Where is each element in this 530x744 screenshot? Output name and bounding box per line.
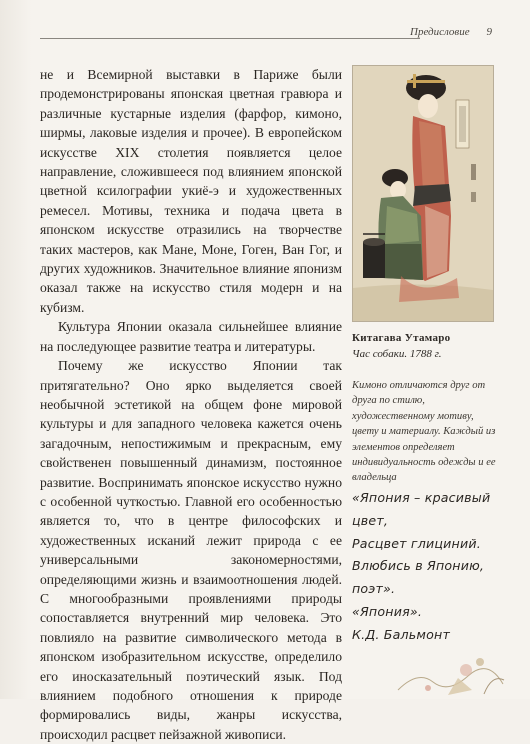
quote-line: Расцвет глициний.: [352, 535, 481, 551]
quote-line: цвет,: [352, 512, 389, 528]
decorative-sketch: [388, 640, 508, 699]
paragraph-1: не и Всемирной выставки в Париже были продемонстрированы японская цветная гравюра и различные кустарные изделия (фарфор, кимоно, ширмы, лаковые изделия и прочее). В европейском искусстве XIX столетия появляется целое направление, сложившееся под влиянием японской цветной ксилографии укиё-э и художественных ремесел. Мотивы, техника и подача цвета в японском искусстве отразились на творчестве таких мастеров, как Мане, Моне, Гоген, Ван Гог, и других художников. Значительное влияние японизм оказал также на искусство стиля модерн и на кубизм.: [40, 67, 342, 315]
section-title: Предисловие: [410, 26, 470, 38]
header-rule: [40, 38, 420, 39]
quote-author: К.Д. Бальмонт: [352, 626, 450, 642]
quote-line: «Япония – красивый: [352, 490, 491, 505]
artwork-title: Час собаки. 1788 г.: [352, 348, 442, 360]
paragraph-2: Культура Японии оказала сильнейшее влияние на последующее развитие театра и литературы.: [40, 319, 342, 354]
quote-line: поэт».: [352, 581, 396, 597]
quote-line: «Япония».: [352, 603, 423, 619]
artist-name: Китагава Утамаро: [352, 332, 451, 344]
ukiyo-e-illustration: [352, 65, 494, 322]
kimono-note: Кимоно отличаются друг от друга по стилю, художественному мотиву, цвету и материалу. Каждый из элементов определяет индивидуальность одежды и ее владельца: [352, 380, 496, 484]
running-head: [410, 24, 492, 42]
quote-line: Влюбись в Японию,: [352, 558, 485, 574]
balmont-quote: [352, 487, 507, 647]
main-text-column: [40, 65, 342, 744]
page-number: 9: [486, 26, 492, 38]
paragraph-3: Почему же искусство Японии так притягательно? Оно ярко выделяется своей необычной эстетикой на общем фоне мировой культуры и для западного человека кажется очень загадочным, непостижимым и прекрасным, ему свойственен повышенный динамизм, постоянное развитие. Воспринимать японское искусство нужно с особенной чуткостью. Главной его особенностью является то, что в центре философских и художественных исканий лежит природа с ее универсальными закономерностями, определяющими жизнь и взаимоотношения людей. С многообразными проявлениями природы сопоставляется внутренний мир человека. Это повлияло на развитие символического метода в японском изобразительном искусстве, определило его иносказательный поэтический язык. Под влиянием подобного отношения к природе формировались виды, жанры искусства, происходил расцвет пейзажной живописи.: [40, 358, 342, 742]
